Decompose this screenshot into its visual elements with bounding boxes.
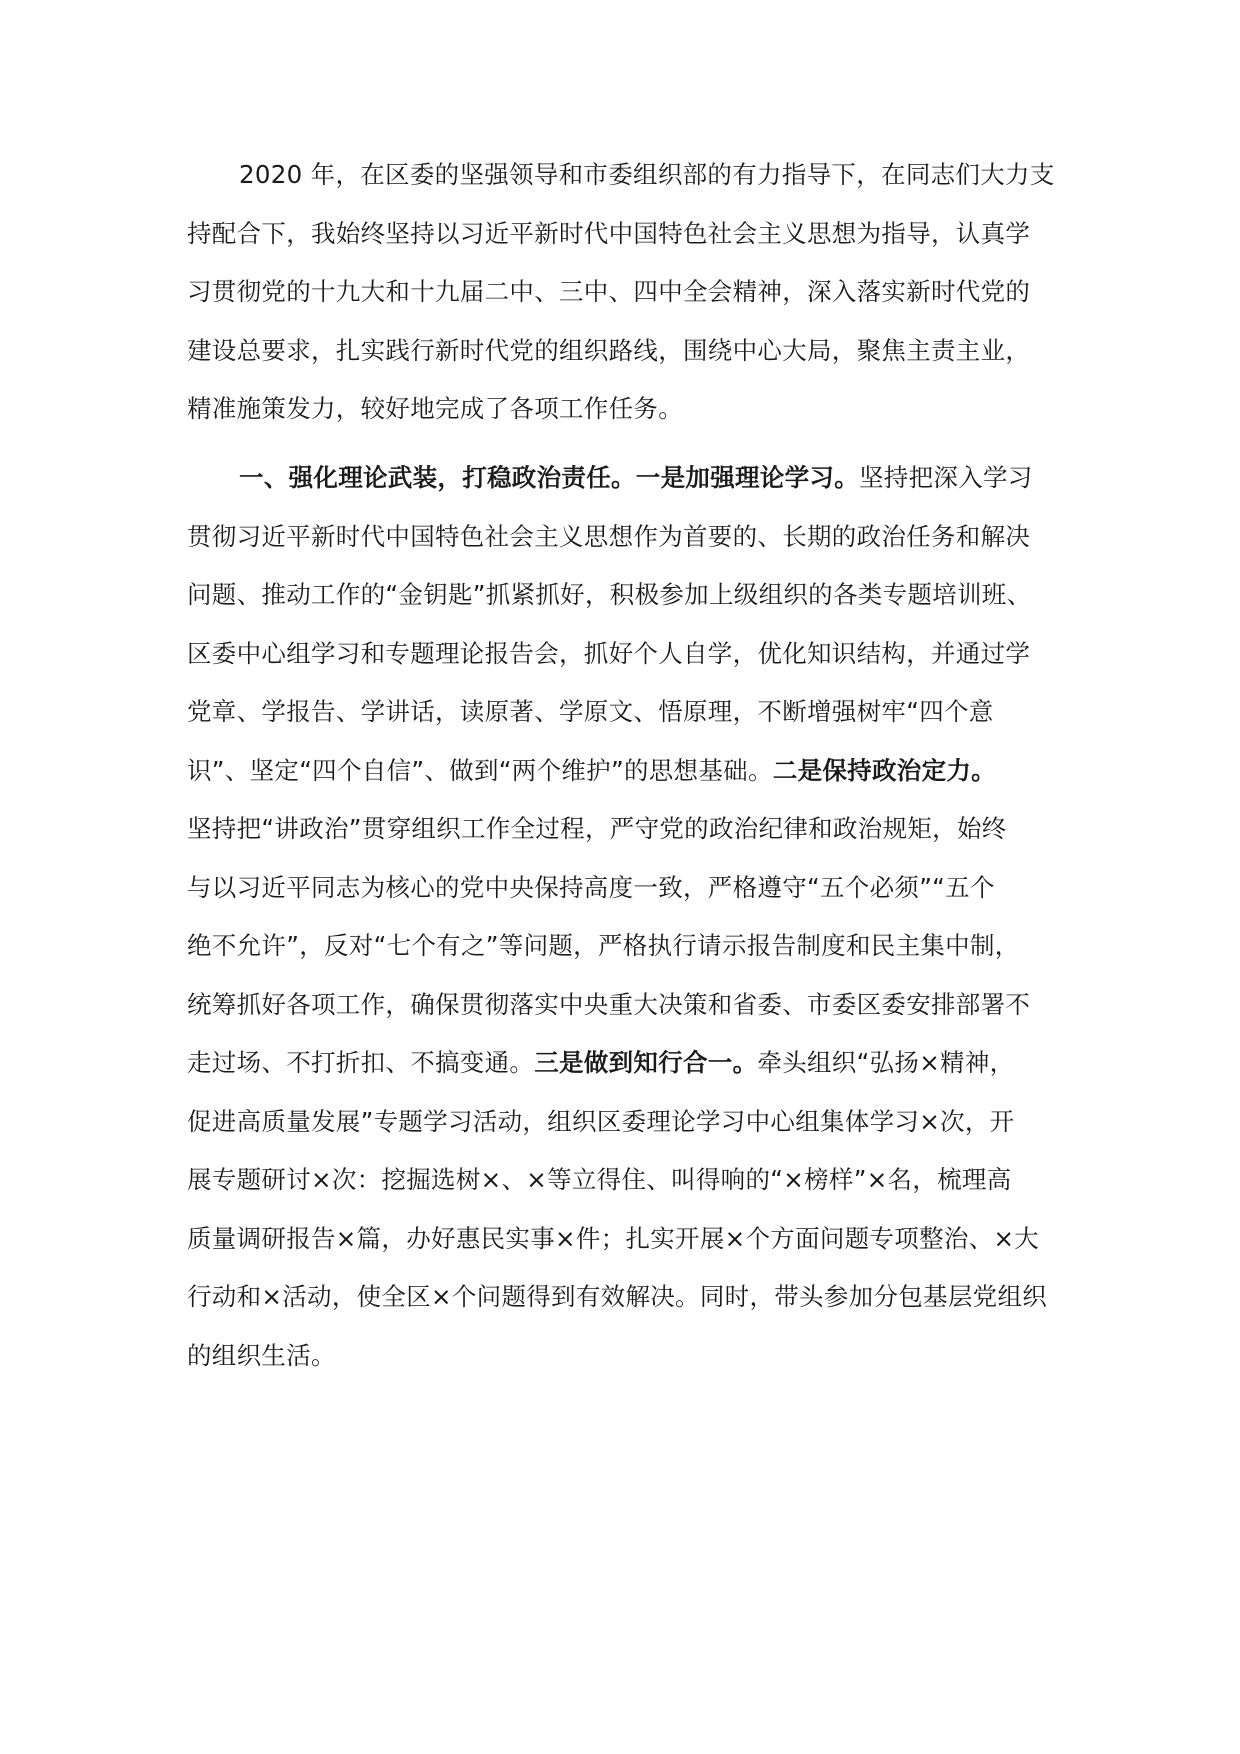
paragraph-2-line-11 [187, 1046, 1067, 1080]
paragraph-2-line-6 [187, 754, 1067, 788]
paragraph-2-line-11-rest: 牵头组织“弘扬×精神， [757, 1048, 1015, 1077]
paragraph-2-line-12: 促进高质量发展”专题学习活动，组织区委理论学习中心组集体学习×次，开 [187, 1107, 1015, 1136]
paragraph-1-line-2: 持配合下，我始终坚持以习近平新时代中国特色社会主义思想为指导，认真学 [187, 219, 1031, 248]
paragraph-2-line-8: 与以习近平同志为核心的党中央保持高度一致，严格遵守“五个必须”“五个 [187, 873, 995, 902]
paragraph-2-line-10: 统筹抓好各项工作，确保贯彻落实中央重大决策和省委、市委区委安排部署不 [187, 990, 1031, 1019]
subheading-political-resolve: 二是保持政治定力。 [772, 756, 996, 785]
subheading-unity-of-knowledge-action: 三是做到知行合一。 [534, 1048, 758, 1077]
paragraph-2-line-9: 绝不允许”，反对“七个有之”等问题，严格执行请示报告制度和民主集中制， [187, 931, 1020, 960]
paragraph-1-line-4: 建设总要求，扎实践行新时代党的组织路线，围绕中心大局，聚焦主责主业， [187, 336, 1031, 365]
paragraph-2-line-7: 坚持把“讲政治”贯穿组织工作全过程，严守党的政治纪律和政治规矩，始终 [187, 814, 1007, 843]
paragraph-2-line-6-text: 识”、坚定“四个自信”、做到“两个维护”的思想基础。 [187, 756, 773, 785]
paragraph-2-line-13: 展专题研讨×次：挖掘选树×、×等立得住、叫得响的“×榜样”×名，梳理高 [187, 1165, 1012, 1194]
paragraph-1-line-1: 2020 年，在区委的坚强领导和市委组织部的有力指导下，在同志们大力支 [239, 160, 1055, 189]
paragraph-2-line-4: 区委中心组学习和专题理论报告会，抓好个人自学，优化知识结构，并通过学 [187, 639, 1031, 668]
paragraph-2-line-1-text: 坚持把深入学习 [859, 463, 1033, 492]
paragraph-1-line-5: 精准施策发力，较好地完成了各项工作任务。 [187, 394, 683, 423]
paragraph-2-line-3: 问题、推动工作的“金钥匙”抓紧抓好，积极参加上级组织的各类专题培训班、 [187, 580, 1032, 609]
paragraph-2-line-15: 行动和×活动，使全区×个问题得到有效解决。同时，带头参加分包基层党组织 [187, 1282, 1048, 1311]
paragraph-2-line-11-text: 走过场、不打折扣、不搞变通。 [187, 1048, 535, 1077]
paragraph-2-line-16: 的组织生活。 [187, 1341, 336, 1370]
paragraph-2-line-2: 贯彻习近平新时代中国特色社会主义思想作为首要的、长期的政治任务和解决 [187, 522, 1031, 551]
paragraph-1-line-3: 习贯彻党的十九大和十九届二中、三中、四中全会精神，深入落实新时代党的 [187, 277, 1031, 306]
section-heading: 一、强化理论武装，打稳政治责任。一是加强理论学习。 [239, 463, 859, 492]
paragraph-2-line-14: 质量调研报告×篇，办好惠民实事×件；扎实开展×个方面问题专项整治、×大 [187, 1224, 1040, 1253]
paragraph-2-line-1 [239, 461, 1067, 495]
paragraph-2-line-5: 党章、学报告、学讲话，读原著、学原文、悟原理，不断增强树牢“四个意 [187, 697, 994, 726]
